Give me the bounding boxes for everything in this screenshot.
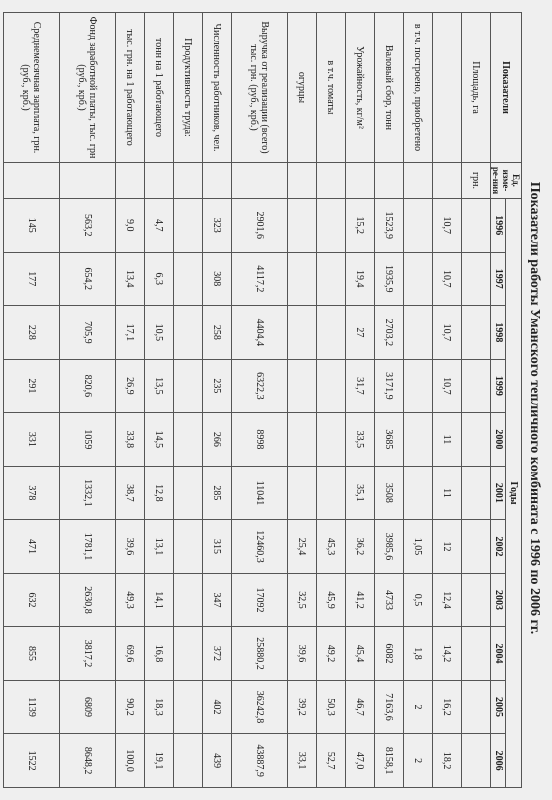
year-header: 2003 [491, 573, 507, 627]
table-cell [461, 359, 490, 413]
table-cell: 654,2 [59, 252, 115, 306]
table-cell: 18,3 [144, 680, 173, 734]
row-label: тыс. грн. на 1 работающего [115, 13, 144, 163]
table-cell: 26,9 [115, 359, 144, 413]
document-title: Показатели работы Уманского тепличного комбината с 1996 по 2006 гг. [527, 181, 542, 635]
row-unit [374, 163, 403, 199]
header-indicators: Показатели [491, 13, 522, 163]
table-cell: 13,1 [144, 520, 173, 574]
table-cell: 33,8 [115, 413, 144, 467]
table-cell: 145 [4, 199, 60, 253]
table-cell: 820,6 [59, 359, 115, 413]
table-cell [461, 466, 490, 520]
table-cell: 402 [202, 680, 231, 734]
table-cell: 291 [4, 359, 60, 413]
table-cell: 7163,6 [374, 680, 403, 734]
table-cell: 1935,9 [374, 252, 403, 306]
header-years-group: Годы [506, 199, 522, 788]
row-label: Выручка от реализации (всего) тыс. грн. (руб., крб.) [231, 13, 287, 163]
table-cell: 3985,6 [374, 520, 403, 574]
table-cell: 13,5 [144, 359, 173, 413]
table-cell: 4,7 [144, 199, 173, 253]
table-cell [403, 306, 432, 360]
year-header: 2002 [491, 520, 507, 574]
table-cell [316, 199, 345, 253]
table-cell [461, 734, 490, 788]
table-cell: 1,8 [403, 627, 432, 681]
table-cell: 632 [4, 573, 60, 627]
table-cell [461, 306, 490, 360]
table-cell [461, 520, 490, 574]
row-unit [59, 163, 115, 199]
table-cell [173, 680, 202, 734]
table-cell [173, 252, 202, 306]
table-cell: 855 [4, 627, 60, 681]
table-cell: 14,5 [144, 413, 173, 467]
table-cell: 12,4 [432, 573, 461, 627]
table-cell: 6082 [374, 627, 403, 681]
table-cell [461, 627, 490, 681]
year-header: 2006 [491, 734, 507, 788]
table-cell: 39,6 [115, 520, 144, 574]
row-unit [202, 163, 231, 199]
table-cell: 9,0 [115, 199, 144, 253]
table-cell: 41,2 [345, 573, 374, 627]
table-cell: 36242,8 [231, 680, 287, 734]
row-unit [403, 163, 432, 199]
table-cell: 235 [202, 359, 231, 413]
year-header: 2001 [491, 466, 507, 520]
table-row [59, 13, 115, 788]
table-cell: 285 [202, 466, 231, 520]
row-label [432, 13, 461, 163]
table-cell: 12,8 [144, 466, 173, 520]
table-cell: 15,2 [345, 199, 374, 253]
table-cell [403, 252, 432, 306]
table-cell: 11041 [231, 466, 287, 520]
table-cell [461, 252, 490, 306]
table-cell: 4733 [374, 573, 403, 627]
table-cell [173, 199, 202, 253]
table-cell: 1,05 [403, 520, 432, 574]
table-row [231, 13, 287, 788]
year-header: 2005 [491, 680, 507, 734]
row-label: тонн на 1 работающего [144, 13, 173, 163]
table-cell: 4404,4 [231, 306, 287, 360]
row-label: Продуктивность труда: [173, 13, 202, 163]
table-cell [461, 199, 490, 253]
table-cell [461, 573, 490, 627]
table-cell: 38,7 [115, 466, 144, 520]
table-cell: 3817,2 [59, 627, 115, 681]
table-cell: 16,2 [432, 680, 461, 734]
row-unit [144, 163, 173, 199]
table-cell: 308 [202, 252, 231, 306]
header-unit: Ед. изме-ре-ния [491, 163, 522, 199]
table-row [316, 13, 345, 788]
table-cell [287, 359, 316, 413]
row-unit [432, 163, 461, 199]
table-cell: 39,2 [287, 680, 316, 734]
table-cell: 12 [432, 520, 461, 574]
table-row [432, 13, 461, 788]
table-cell: 31,7 [345, 359, 374, 413]
table-cell: 439 [202, 734, 231, 788]
table-row [4, 13, 60, 788]
table-cell [173, 573, 202, 627]
table-cell: 1139 [4, 680, 60, 734]
table-cell: 177 [4, 252, 60, 306]
table-cell [173, 627, 202, 681]
table-cell [287, 252, 316, 306]
row-unit [173, 163, 202, 199]
row-unit [316, 163, 345, 199]
table-cell [173, 466, 202, 520]
table-cell: 8998 [231, 413, 287, 467]
table-row [202, 13, 231, 788]
table-cell: 90,2 [115, 680, 144, 734]
table-cell: 17,1 [115, 306, 144, 360]
table-cell: 69,6 [115, 627, 144, 681]
row-label: Численность работников, чел. [202, 13, 231, 163]
table-cell: 45,3 [316, 520, 345, 574]
table-cell: 11 [432, 466, 461, 520]
table-cell: 10,7 [432, 252, 461, 306]
year-header: 1999 [491, 359, 507, 413]
year-header: 2000 [491, 413, 507, 467]
row-label: Среднемесячная зарплата, грн. (руб., крб.) [4, 13, 60, 163]
table-cell: 331 [4, 413, 60, 467]
table-cell [403, 359, 432, 413]
row-label: Фонд заработной платы, тыс. грн (руб., крб.) [59, 13, 115, 163]
table-row [374, 13, 403, 788]
table-cell: 3171,9 [374, 359, 403, 413]
table-cell [173, 520, 202, 574]
table-cell [173, 413, 202, 467]
table-cell [316, 306, 345, 360]
row-unit [231, 163, 287, 199]
table-row [287, 13, 316, 788]
table-cell: 8158,1 [374, 734, 403, 788]
table-row [345, 13, 374, 788]
table-cell: 50,3 [316, 680, 345, 734]
table-cell: 2 [403, 734, 432, 788]
table-cell: 46,7 [345, 680, 374, 734]
table-cell: 2 [403, 680, 432, 734]
table-cell: 2630,8 [59, 573, 115, 627]
table-cell: 563,2 [59, 199, 115, 253]
year-header: 2004 [491, 627, 507, 681]
data-table [3, 12, 522, 788]
table-cell: 1523,9 [374, 199, 403, 253]
table-cell: 258 [202, 306, 231, 360]
table-cell: 12460,3 [231, 520, 287, 574]
table-cell: 3508 [374, 466, 403, 520]
table-cell: 372 [202, 627, 231, 681]
row-label: в т.ч. томаты [316, 13, 345, 163]
table-cell: 378 [4, 466, 60, 520]
table-cell: 19,4 [345, 252, 374, 306]
table-cell: 43887,9 [231, 734, 287, 788]
table-cell: 6809 [59, 680, 115, 734]
table-row [115, 13, 144, 788]
table-cell: 25880,2 [231, 627, 287, 681]
row-unit [345, 163, 374, 199]
table-cell: 14,2 [432, 627, 461, 681]
table-cell [316, 466, 345, 520]
table-cell: 11 [432, 413, 461, 467]
table-cell [287, 413, 316, 467]
table-cell: 3685 [374, 413, 403, 467]
table-cell: 27 [345, 306, 374, 360]
header-row-1 [506, 13, 522, 788]
table-cell: 10,7 [432, 306, 461, 360]
row-label: Площадь, га [461, 13, 490, 163]
row-label: в т.ч. построено, приобретено [403, 13, 432, 163]
row-unit [287, 163, 316, 199]
table-cell: 6322,3 [231, 359, 287, 413]
table-cell [403, 413, 432, 467]
table-cell [461, 413, 490, 467]
table-cell [287, 466, 316, 520]
table-cell: 19,1 [144, 734, 173, 788]
table-cell: 4117,2 [231, 252, 287, 306]
table-cell: 45,4 [345, 627, 374, 681]
table-cell: 1522 [4, 734, 60, 788]
row-label: Валовый сбор, тонн [374, 13, 403, 163]
row-label: огурцы [287, 13, 316, 163]
table-cell [461, 680, 490, 734]
table-cell: 17092 [231, 573, 287, 627]
table-cell: 0,5 [403, 573, 432, 627]
table-cell [173, 306, 202, 360]
table-cell: 18,2 [432, 734, 461, 788]
table-cell: 13,4 [115, 252, 144, 306]
table-cell: 266 [202, 413, 231, 467]
table-cell [316, 359, 345, 413]
table-cell: 228 [4, 306, 60, 360]
table-cell [316, 413, 345, 467]
table-cell: 323 [202, 199, 231, 253]
table-cell: 1059 [59, 413, 115, 467]
table-cell [287, 199, 316, 253]
year-header: 1996 [491, 199, 507, 253]
table-cell [287, 306, 316, 360]
table-cell [173, 734, 202, 788]
table-cell [403, 199, 432, 253]
table-cell: 49,3 [115, 573, 144, 627]
table-cell: 52,7 [316, 734, 345, 788]
table-row [461, 13, 490, 788]
table-cell: 32,5 [287, 573, 316, 627]
table-row [173, 13, 202, 788]
table-cell: 45,9 [316, 573, 345, 627]
table-cell: 347 [202, 573, 231, 627]
year-header: 1997 [491, 252, 507, 306]
table-cell: 36,2 [345, 520, 374, 574]
table-cell: 1332,1 [59, 466, 115, 520]
table-cell: 35,1 [345, 466, 374, 520]
table-cell: 10,7 [432, 199, 461, 253]
table-row [403, 13, 432, 788]
table-cell: 39,6 [287, 627, 316, 681]
table-cell: 6,3 [144, 252, 173, 306]
table-cell: 49,2 [316, 627, 345, 681]
table-cell: 2901,6 [231, 199, 287, 253]
table-cell: 315 [202, 520, 231, 574]
table-cell [173, 359, 202, 413]
table-row [144, 13, 173, 788]
table-cell: 33,5 [345, 413, 374, 467]
row-unit [115, 163, 144, 199]
table-cell [316, 252, 345, 306]
table-cell: 25,4 [287, 520, 316, 574]
table-cell: 2703,2 [374, 306, 403, 360]
table-cell: 47,0 [345, 734, 374, 788]
table-cell: 1781,1 [59, 520, 115, 574]
table-cell: 10,5 [144, 306, 173, 360]
table-cell: 16,8 [144, 627, 173, 681]
table-cell: 8648,2 [59, 734, 115, 788]
table-cell: 14,1 [144, 573, 173, 627]
year-header: 1998 [491, 306, 507, 360]
row-unit [4, 163, 60, 199]
table-cell: 100,0 [115, 734, 144, 788]
table-cell: 705,9 [59, 306, 115, 360]
table-cell: 471 [4, 520, 60, 574]
table-cell: 33,1 [287, 734, 316, 788]
table-cell [403, 466, 432, 520]
row-label: Урожайность, кг/м² [345, 13, 374, 163]
table-cell: 10,7 [432, 359, 461, 413]
row-unit: грн. [461, 163, 490, 199]
